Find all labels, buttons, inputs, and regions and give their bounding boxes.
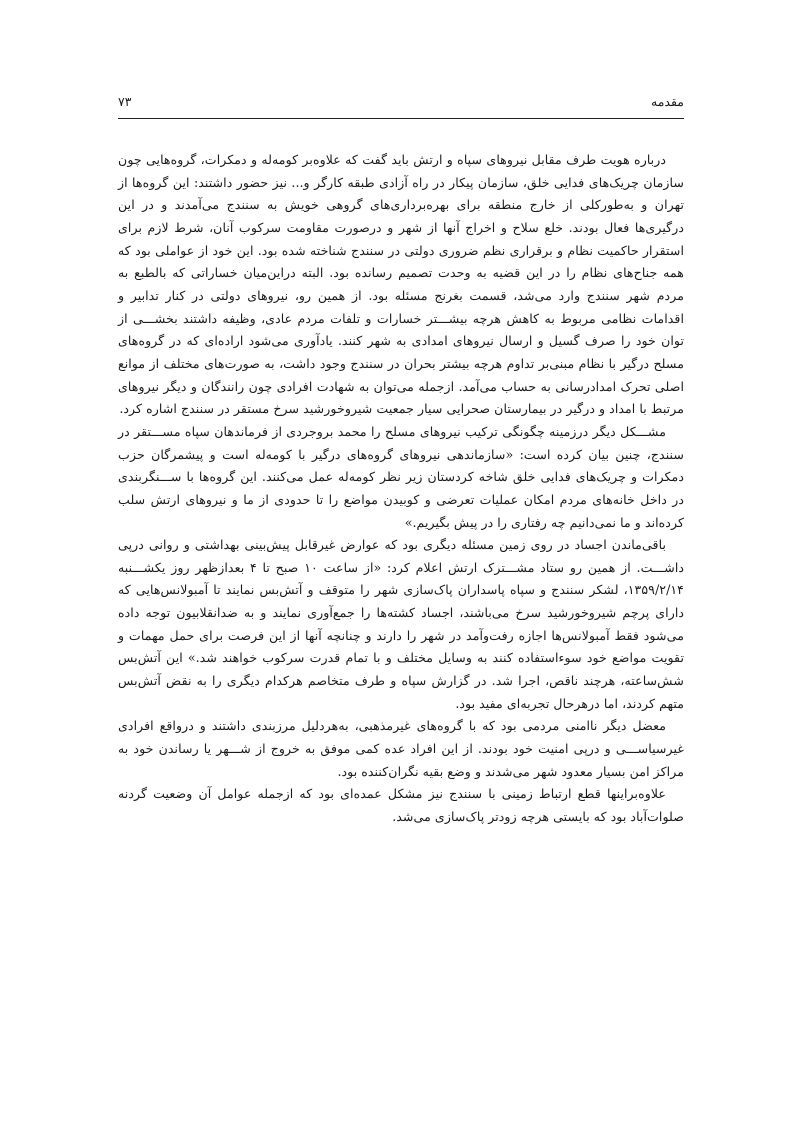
header-rule <box>118 118 684 119</box>
paragraph: علاوه‌براینها قطع ارتباط زمینی با سنندج نیز مشکل عمده‌ای بود که ازجمله عوامل آن وضعیت گردنه صلوات‌آباد بود که بایستی هرچه زودتر پاک‌سازی می‌شد. <box>118 786 684 825</box>
body-text <box>118 149 684 829</box>
running-header-title: مقدمه <box>651 94 684 109</box>
paragraph: مشـــکل دیگر درزمینه چگونگی ترکیب نیروهای مسلح را محمد بروجردی از فرماندهان سپاه مســـتقر در سنندج، چنین بیان کرده است: «سازماندهی نیروهای گروه‌های درگیر با کومه‌له است و پیشمرگان حزب دمکرات و چریک‌های فدایی خلق شاخه کردستان زیر نظر کومه‌له عمل می‌کنند. این گروه‌ها با ســـنگربندی در داخل خانه‌های مردم امکان عملیات تعرضی و کوبیدن مواضع را تا حدودی از ما و نیروهای ارتش سلب کرده‌اند و ما نمی‌دانیم چه رفتاری را در پیش بگیریم.» <box>118 423 684 530</box>
paragraph: معضل دیگر ناامنی مردمی بود که با گروه‌های غیرمذهبی، به‌هردلیل مرزبندی داشتند و درواقع افرادی غیرسیاســـی و درپی امنیت خود بودند. از این افراد عده کمی موفق به خروج از شـــهر یا رساندن خود به مراکز امن بسیار معدود شهر می‌شدند و وضع بقیه نگران‌کننده بود. <box>118 718 684 779</box>
paragraph: درباره هویت طرف مقابل نیروهای سپاه و ارتش باید گفت که علاوه‌بر کومه‌له و دمکرات، گروه‌هایی چون سازمان چریک‌های فدایی خلق، سازمان پیکار در راه آزادی طبقه کارگر و... نیز حضور داشتند: این گروه‌ها از تهران و به‌طورکلی از خارج منطقه برای بهره‌برداری‌های گروهی خویش به سنندج می‌آمدند و در این درگیری‌ها فعال بودند. خلع سلاح و اخراج آنها از شهر و درصورت مقاومت سرکوب آنان، شرط لازم برای استقرار حاکمیت نظام و برقراری نظم ضروری دولتی در سنندج شناخته شده بود. این خود از عواملی بود که همه جناح‌های نظام را در این قضیه به وحدت تصمیم رسانده بود. البته دراین‌میان خساراتی که بالطبع به مردم شهر سنندج وارد می‌شد، قسمت بغرنج مسئله بود. از همین رو، نیروهای دولتی در کنار تدابیر و اقدامات نظامی مربوط به کاهش هرچه بیشـــتر خسارات و تلفات مردم عادی، وظیفه داشتند بخشـــی از توان خود را صرف گسیل و ارسال نیروهای امدادی به شهر کنند. یادآوری می‌شود اراده‌ای که در گروه‌های مسلح درگیر با نظام مبنی‌بر تداوم هرچه بیشتر بحران در سنندج وجود داشت، به صورت‌های مختلف از موانع اصلی تحرک امدادرسانی به حساب می‌آمد. ازجمله می‌توان به شهادت افرادی چون رانندگان و دیگر نیروهای مرتبط با امداد و درگیر در بیمارستان صحرایی سیار جمعیت شیروخورشید سرخ مستقر در سنندج اشاره کرد. <box>118 152 684 417</box>
paragraph: باقی‌ماندن اجساد در روی زمین مسئله دیگری بود که عوارض غیرقابل پیش‌بینی بهداشتی و روانی درپی داشـــت. از همین رو ستاد مشـــترک ارتش اعلام کرد: «از ساعت ۱۰ صبح تا ۴ بعدازظهر روز یکشـــنبه ۱۳۵۹/۲/۱۴، لشکر سنندج و سپاه پاسداران پاک‌سازی شهر را متوقف و آتش‌بس نمایند تا آمبولانس‌هایی که دارای پرچم شیروخورشید سرخ می‌باشند، اجساد کشته‌ها را جمع‌آوری نمایند و به ضدانقلابیون توجه داده می‌شود فقط آمبولانس‌ها اجازه رفت‌وآمد در شهر را دارند و چنانچه آنها از این فرصت برای حمل مهمات و تقویت مواضع خود سوءاستفاده کنند به وسایل مختلف و با تمام قدرت سرکوب خواهند شد.» این آتش‌بس شش‌ساعته، هرچند ناقص، اجرا شد. در گزارش سپاه و طرف متخاصم هرکدام دیگری را به نقض آتش‌بس متهم کردند، اما درهرحال تجربه‌ای مفید بود. <box>118 537 684 711</box>
page-number: ۷۳ <box>118 94 132 109</box>
running-header <box>118 92 684 114</box>
